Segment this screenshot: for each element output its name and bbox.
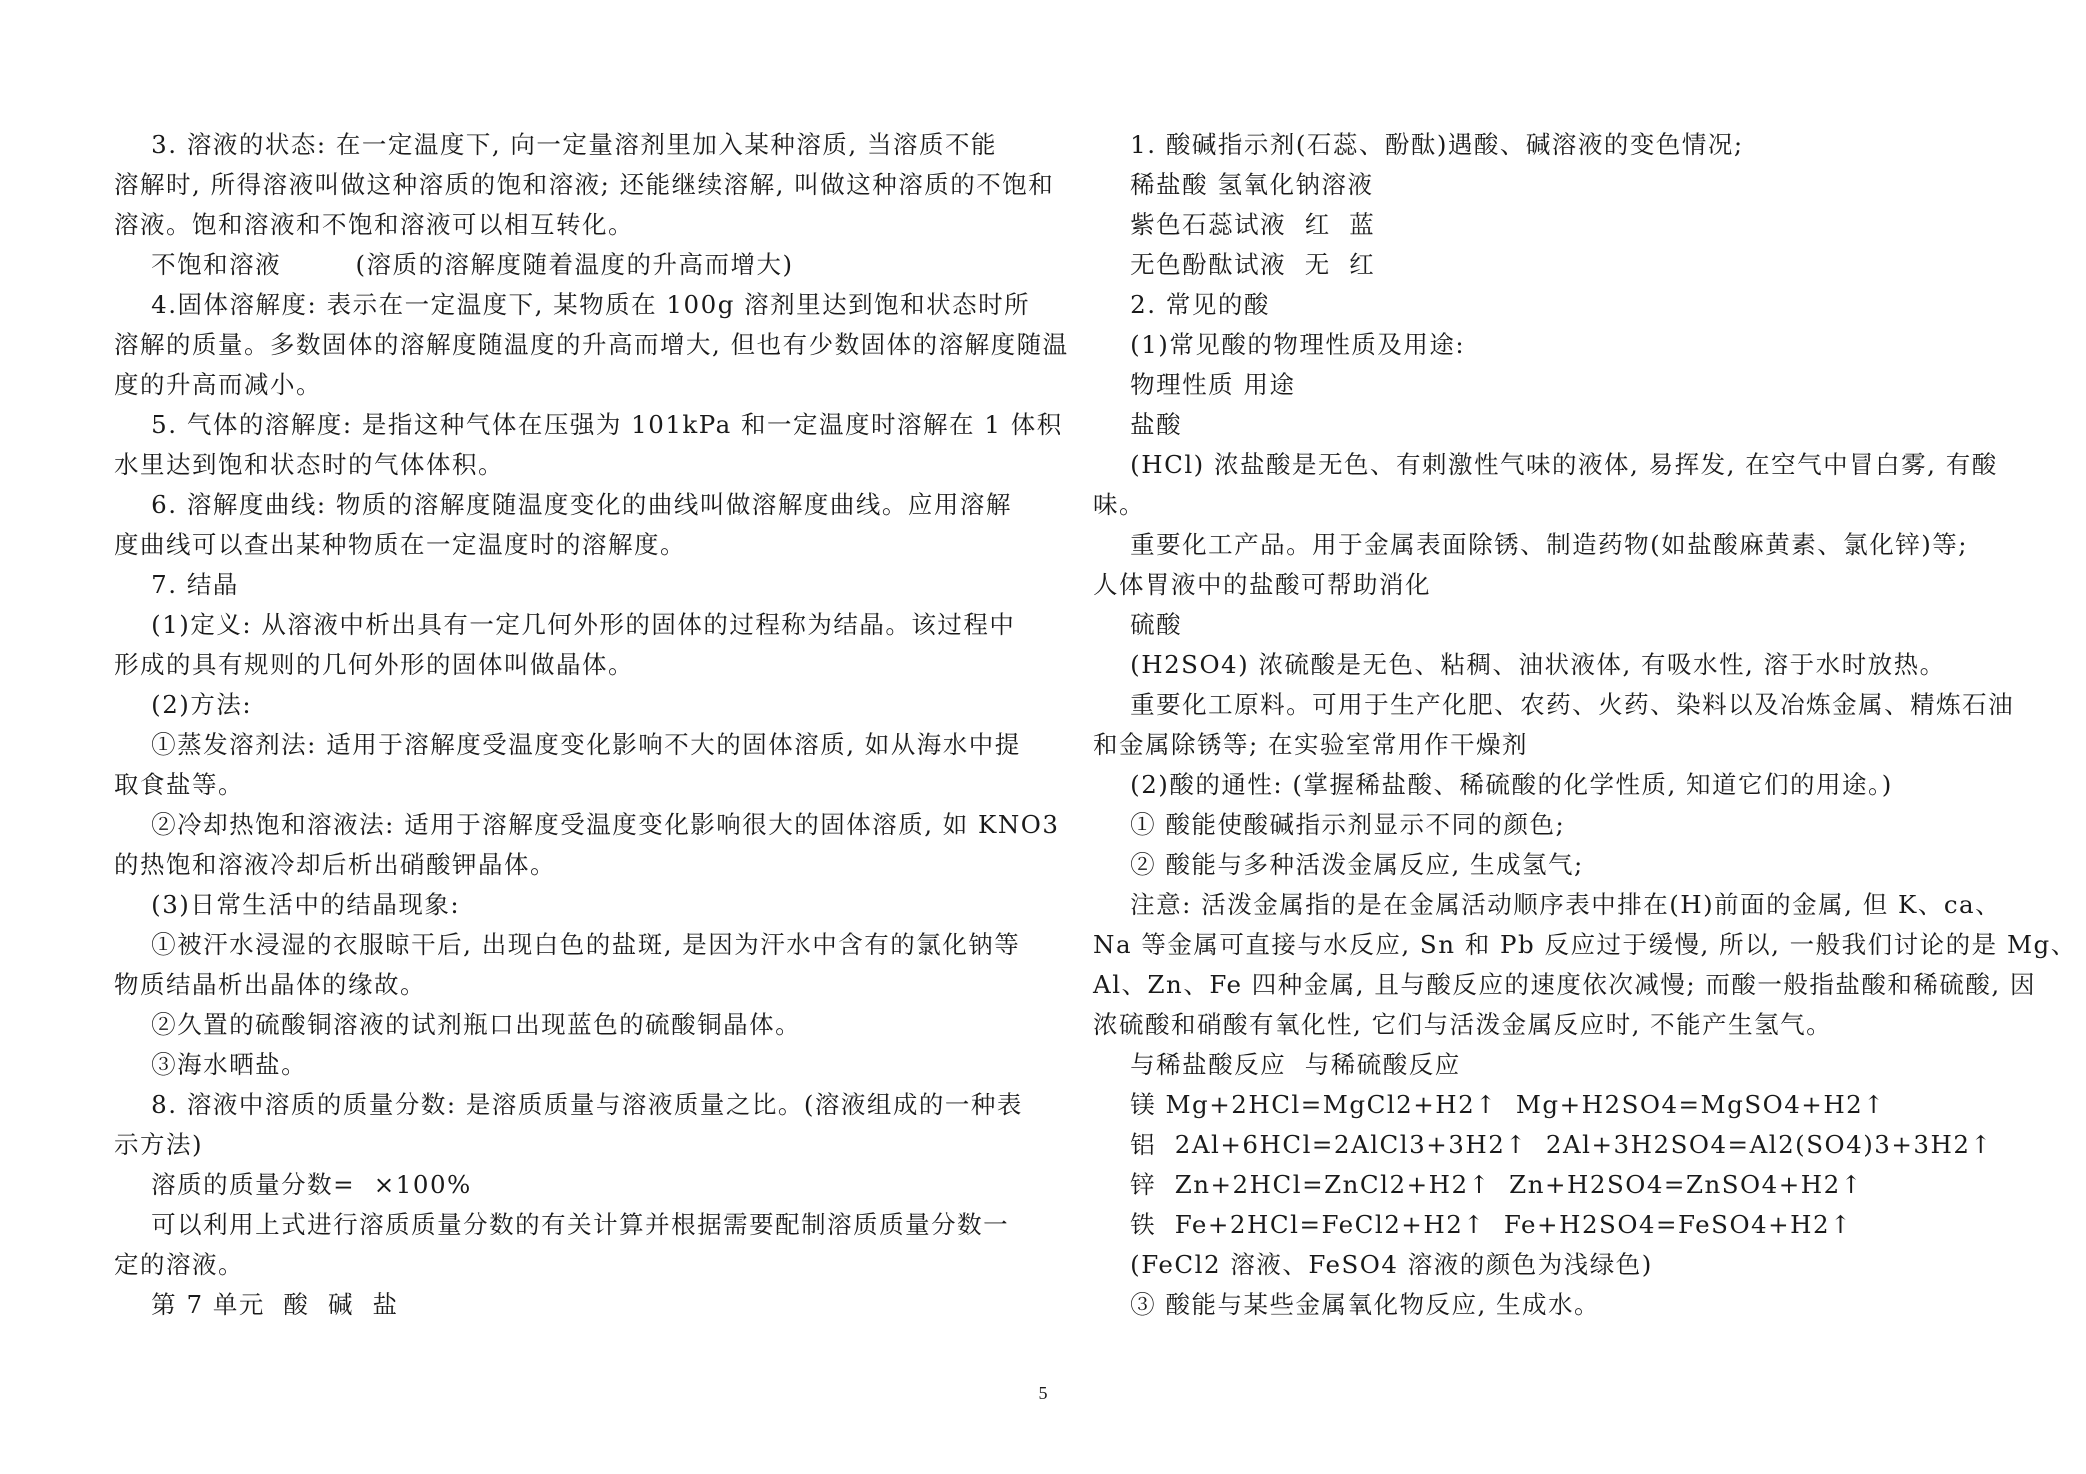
text-line: 第 7 单元 酸 碱 盐 bbox=[114, 1290, 399, 1319]
text-line: 的热饱和溶液冷却后析出硝酸钾晶体。 bbox=[114, 850, 556, 879]
text-line: 不饱和溶液 (溶质的溶解度随着温度的升高而增大) bbox=[114, 250, 794, 279]
page-number: 5 bbox=[1038, 1383, 1048, 1403]
text-line: 溶解的质量。多数固体的溶解度随温度的升高而增大, 但也有少数固体的溶解度随温 bbox=[114, 330, 1069, 359]
text-line: 人体胃液中的盐酸可帮助消化 bbox=[1093, 570, 1431, 599]
text-line: 形成的具有规则的几何外形的固体叫做晶体。 bbox=[114, 650, 634, 679]
text-line: 溶液。饱和溶液和不饱和溶液可以相互转化。 bbox=[114, 210, 634, 239]
text-line: ① 酸能使酸碱指示剂显示不同的颜色; bbox=[1093, 810, 1566, 839]
text-line: (FeCl2 溶液、FeSO4 溶液的颜色为浅绿色) bbox=[1093, 1250, 1653, 1279]
text-line: 4.固体溶解度: 表示在一定温度下, 某物质在 100g 溶剂里达到饱和状态时所 bbox=[114, 290, 1031, 319]
text-line: (H2SO4) 浓硫酸是无色、粘稠、油状液体, 有吸水性, 溶于水时放热。 bbox=[1093, 650, 1946, 679]
text-line: 镁 Mg+2HCl=MgCl2+H2↑ Mg+H2SO4=MgSO4+H2↑ bbox=[1093, 1090, 1886, 1119]
text-line: 铁 Fe+2HCl=FeCl2+H2↑ Fe+H2SO4=FeSO4+H2↑ bbox=[1093, 1210, 1853, 1239]
text-line: 与稀盐酸反应 与稀硫酸反应 bbox=[1093, 1050, 1461, 1079]
text-line: 7. 结晶 bbox=[114, 570, 239, 599]
text-line: ②久置的硫酸铜溶液的试剂瓶口出现蓝色的硫酸铜晶体。 bbox=[114, 1010, 802, 1039]
text-line: 重要化工原料。可用于生产化肥、农药、火药、染料以及冶炼金属、精炼石油 bbox=[1093, 690, 2015, 719]
text-line: (1)常见酸的物理性质及用途: bbox=[1093, 330, 1466, 359]
text-line: 示方法) bbox=[114, 1130, 204, 1159]
text-line: ③海水晒盐。 bbox=[114, 1050, 308, 1079]
text-line: 注意: 活泼金属指的是在金属活动顺序表中排在(H)前面的金属, 但 K、ca、 bbox=[1093, 890, 2002, 919]
text-line: 和金属除锈等; 在实验室常用作干燥剂 bbox=[1093, 730, 1529, 759]
text-line: 物质结晶析出晶体的缘故。 bbox=[114, 970, 426, 999]
text-line: 5. 气体的溶解度: 是指这种气体在压强为 101kPa 和一定温度时溶解在 1 体积 bbox=[114, 410, 1063, 439]
right-column bbox=[1093, 125, 2077, 1325]
text-line: ①被汗水浸湿的衣服晾干后, 出现白色的盐斑, 是因为汗水中含有的氯化钠等 bbox=[114, 930, 1021, 959]
text-line: 锌 Zn+2HCl=ZnCl2+H2↑ Zn+H2SO4=ZnSO4+H2↑ bbox=[1093, 1170, 1863, 1199]
text-line: (1)定义: 从溶液中析出具有一定几何外形的固体的过程称为结晶。该过程中 bbox=[114, 610, 1016, 639]
text-line: 1. 酸碱指示剂(石蕊、酚酞)遇酸、碱溶液的变色情况; bbox=[1093, 130, 1744, 159]
text-line: ②冷却热饱和溶液法: 适用于溶解度受温度变化影响很大的固体溶质, 如 KNO3 bbox=[114, 810, 1060, 839]
text-line: 味。 bbox=[1093, 490, 1145, 519]
text-line: ③ 酸能与某些金属氧化物反应, 生成水。 bbox=[1093, 1290, 1601, 1319]
text-line: Na 等金属可直接与水反应, Sn 和 Pb 反应过于缓慢, 所以, 一般我们讨论的是 Mg、 bbox=[1093, 930, 2077, 959]
text-line: 重要化工产品。用于金属表面除锈、制造药物(如盐酸麻黄素、氯化锌)等; bbox=[1093, 530, 1969, 559]
text-line: 3. 溶液的状态: 在一定温度下, 向一定量溶剂里加入某种溶质, 当溶质不能 bbox=[114, 130, 998, 159]
text-line: 可以利用上式进行溶质质量分数的有关计算并根据需要配制溶质质量分数一 bbox=[114, 1210, 1010, 1239]
text-line: Al、Zn、Fe 四种金属, 且与酸反应的速度依次减慢; 而酸一般指盐酸和稀硫酸, 因 bbox=[1093, 970, 2036, 999]
text-line: 稀盐酸 氢氧化钠溶液 bbox=[1093, 170, 1374, 199]
text-line: 浓硫酸和硝酸有氧化性, 它们与活泼金属反应时, 不能产生氢气。 bbox=[1093, 1010, 1833, 1039]
text-line: 2. 常见的酸 bbox=[1093, 290, 1270, 319]
text-line: (2)酸的通性: (掌握稀盐酸、稀硫酸的化学性质, 知道它们的用途。) bbox=[1093, 770, 1893, 799]
left-column bbox=[114, 125, 1069, 1325]
text-line: ①蒸发溶剂法: 适用于溶解度受温度变化影响不大的固体溶质, 如从海水中提 bbox=[114, 730, 1021, 759]
text-line: 8. 溶液中溶质的质量分数: 是溶质质量与溶液质量之比。(溶液组成的一种表 bbox=[114, 1090, 1023, 1119]
text-line: 溶解时, 所得溶液叫做这种溶质的饱和溶液; 还能继续溶解, 叫做这种溶质的不饱和 bbox=[114, 170, 1055, 199]
text-line: 溶质的质量分数= ×100% bbox=[114, 1170, 472, 1199]
text-line: (HCl) 浓盐酸是无色、有刺激性气味的液体, 易挥发, 在空气中冒白雾, 有酸 bbox=[1093, 450, 1998, 479]
text-line: (2)方法: bbox=[114, 690, 253, 719]
text-line: 6. 溶解度曲线: 物质的溶解度随温度变化的曲线叫做溶解度曲线。应用溶解 bbox=[114, 490, 1012, 519]
text-line: 紫色石蕊试液 红 蓝 bbox=[1093, 210, 1376, 239]
text-line: 度的升高而减小。 bbox=[114, 370, 322, 399]
text-line: 定的溶液。 bbox=[114, 1250, 244, 1279]
text-line: 取食盐等。 bbox=[114, 770, 244, 799]
text-line: 硫酸 bbox=[1093, 610, 1183, 639]
text-line: 铝 2Al+6HCl=2AlCl3+3H2↑ 2Al+3H2SO4=Al2(SO4)3+3H2↑ bbox=[1093, 1130, 1993, 1159]
text-line: ② 酸能与多种活泼金属反应, 生成氢气; bbox=[1093, 850, 1584, 879]
text-line: 盐酸 bbox=[1093, 410, 1183, 439]
text-line: 物理性质 用途 bbox=[1093, 370, 1296, 399]
text-line: 度曲线可以查出某种物质在一定温度时的溶解度。 bbox=[114, 530, 686, 559]
text-line: (3)日常生活中的结晶现象: bbox=[114, 890, 461, 919]
text-line: 无色酚酞试液 无 红 bbox=[1093, 250, 1376, 279]
text-line: 水里达到饱和状态时的气体体积。 bbox=[114, 450, 504, 479]
